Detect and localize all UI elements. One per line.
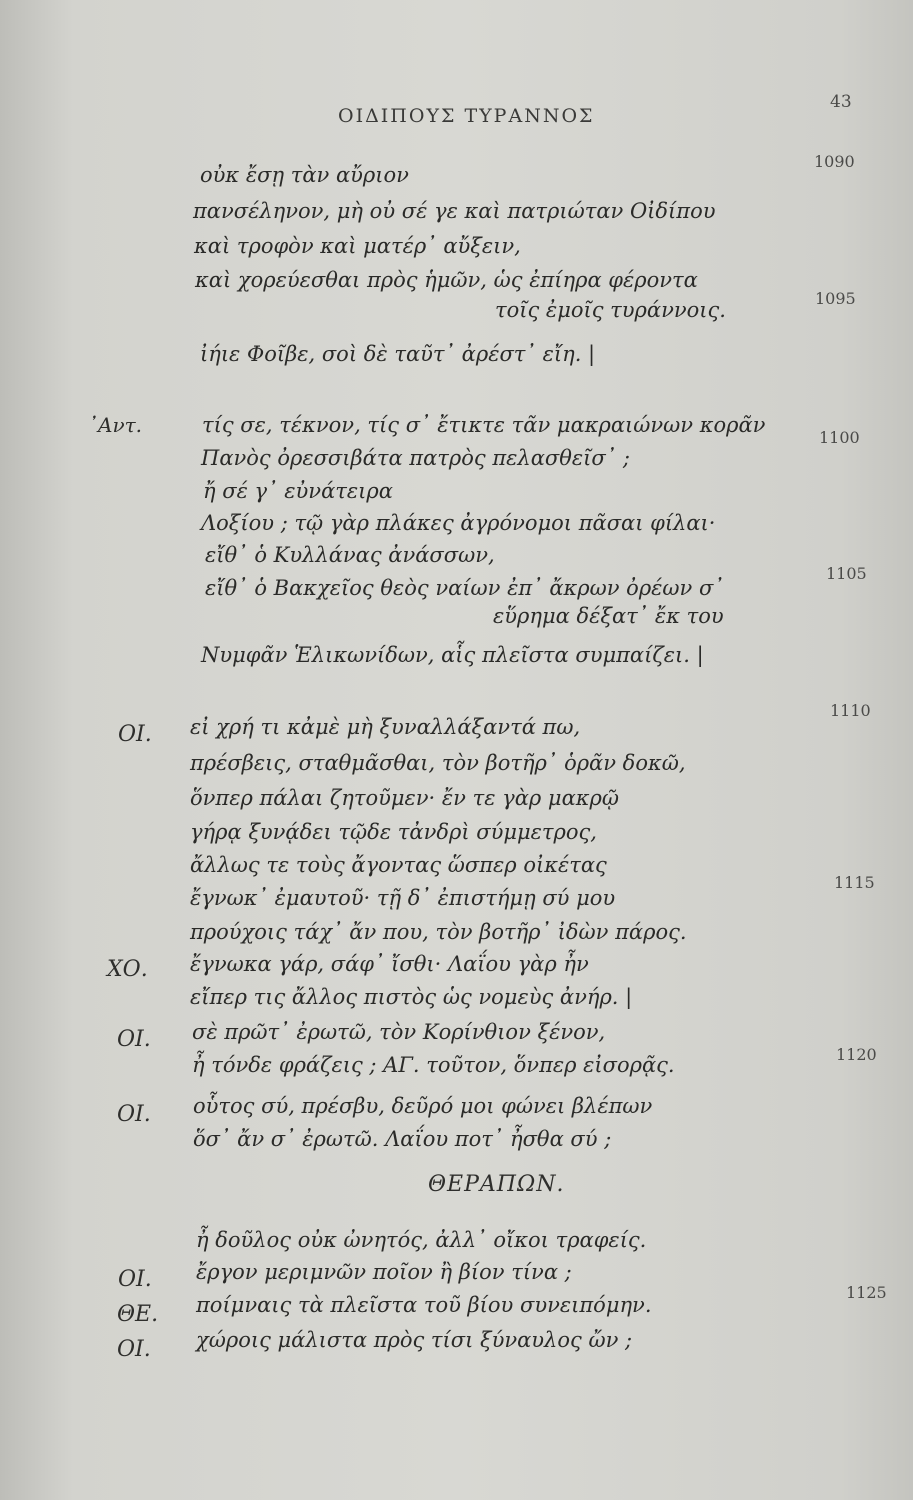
verse-line: Νυμφᾶν Ἑλικωνίδων, αἷς πλεῖστα συμπαίζει. | — [201, 643, 704, 667]
verse-line: χώροις μάλιστα πρὸς τίσι ξύναυλος ὤν ; — [196, 1328, 633, 1352]
verse-line: ἄλλως τε τοὺς ἄγοντας ὥσπερ οἰκέτας — [190, 853, 607, 877]
verse-line: ποίμναις τὰ πλεῖστα τοῦ βίου συνειπόμην. — [196, 1293, 652, 1317]
verse-line: εἰ χρή τι κἀμὲ μὴ ξυναλλάξαντά πω, — [190, 715, 581, 739]
speaker-label: ΟΙ. — [118, 722, 152, 747]
line-number: 1125 — [846, 1283, 887, 1302]
line-number: 1105 — [826, 564, 867, 583]
verse-line: ἔργον μεριμνῶν ποῖον ἢ βίον τίνα ; — [196, 1260, 572, 1284]
line-number: 1115 — [834, 873, 875, 892]
character-heading: ΘΕΡΑΠΩΝ. — [428, 1172, 565, 1197]
antistrophe-label: ᾽Αντ. — [88, 413, 143, 437]
speaker-label: ΟΙ. — [117, 1102, 151, 1127]
line-number: 1095 — [815, 289, 856, 308]
speaker-label: ΟΙ. — [118, 1267, 152, 1292]
verse-line: τοῖς ἐμοῖς τυράννοις. — [495, 298, 726, 322]
line-number: 1110 — [830, 701, 871, 720]
line-number: 1120 — [836, 1045, 877, 1064]
speaker-label: ΟΙ. — [117, 1337, 151, 1362]
verse-line: πανσέληνον, μὴ οὐ σέ γε καὶ πατριώταν Οἰδίπου — [193, 199, 716, 223]
running-title: ΟΙΔΙΠΟΥΣ ΤΥΡΑΝΝΟΣ — [338, 105, 595, 127]
verse-line: εἴθ᾽ ὁ Βακχεῖος θεὸς ναίων ἐπ᾽ ἄκρων ὀρέων σ᾽ — [205, 576, 724, 600]
verse-line: οὗτος σύ, πρέσβυ, δεῦρό μοι φώνει βλέπων — [193, 1094, 653, 1118]
page-number: 43 — [830, 92, 852, 112]
speaker-label: ΟΙ. — [117, 1027, 151, 1052]
verse-line: γήρᾳ ξυνᾴδει τῷδε τἀνδρὶ σύμμετρος, — [190, 820, 597, 844]
line-number: 1100 — [819, 428, 860, 447]
speaker-label: ΧΟ. — [107, 957, 148, 982]
verse-line: ὅνπερ πάλαι ζητοῦμεν· ἔν τε γὰρ μακρῷ — [190, 786, 620, 810]
verse-line: εἴθ᾽ ὁ Κυλλάνας ἀνάσσων, — [205, 543, 495, 567]
verse-line: καὶ χορεύεσθαι πρὸς ἡμῶν, ὡς ἐπίηρα φέροντα — [195, 268, 698, 292]
verse-line: ἔγνωκ᾽ ἐμαυτοῦ· τῇ δ᾽ ἐπιστήμῃ σύ μου — [190, 886, 616, 910]
verse-line: εὕρημα δέξατ᾽ ἔκ του — [493, 604, 724, 628]
verse-line: Πανὸς ὀρεσσιβάτα πατρὸς πελασθεῖσ᾽ ; — [201, 446, 630, 470]
verse-line: οὐκ ἔσῃ τὰν αὔριον — [200, 163, 409, 187]
verse-line: πρέσβεις, σταθμᾶσθαι, τὸν βοτῆρ᾽ ὁρᾶν δοκῶ, — [190, 751, 686, 775]
verse-line: εἴπερ τις ἄλλος πιστὸς ὡς νομεὺς ἀνήρ. | — [190, 985, 633, 1009]
verse-line: καὶ τροφὸν καὶ ματέρ᾽ αὔξειν, — [194, 234, 521, 258]
verse-line: Λοξίου ; τῷ γὰρ πλάκες ἀγρόνομοι πᾶσαι φίλαι· — [201, 511, 716, 535]
verse-line: ἤ σέ γ᾽ εὐνάτειρα — [203, 479, 393, 503]
verse-line: τίς σε, τέκνον, τίς σ᾽ ἔτικτε τᾶν μακραιώνων κορᾶν — [202, 413, 766, 437]
speaker-label: ΘΕ. — [117, 1302, 159, 1327]
verse-line: ὅσ᾽ ἄν σ᾽ ἐρωτῶ. Λαΐου ποτ᾽ ἦσθα σύ ; — [193, 1127, 612, 1151]
verse-line: προύχοις τάχ᾽ ἄν που, τὸν βοτῆρ᾽ ἰδὼν πάρος. — [190, 920, 687, 944]
verse-line: ἦ δοῦλος οὐκ ὠνητός, ἀλλ᾽ οἴκοι τραφείς. — [196, 1228, 647, 1252]
verse-line: ἰήιε Φοῖβε, σοὶ δὲ ταῦτ᾽ ἀρέστ᾽ εἴη. | — [200, 342, 596, 366]
line-number: 1090 — [814, 152, 855, 171]
verse-line: ἦ τόνδε φράζεις ; ΑΓ. τοῦτον, ὅνπερ εἰσορᾷς. — [192, 1053, 675, 1077]
verse-line: σὲ πρῶτ᾽ ἐρωτῶ, τὸν Κορίνθιον ξένον, — [192, 1020, 606, 1044]
verse-line: ἔγνωκα γάρ, σάφ᾽ ἴσθι· Λαΐου γὰρ ἦν — [190, 952, 589, 976]
